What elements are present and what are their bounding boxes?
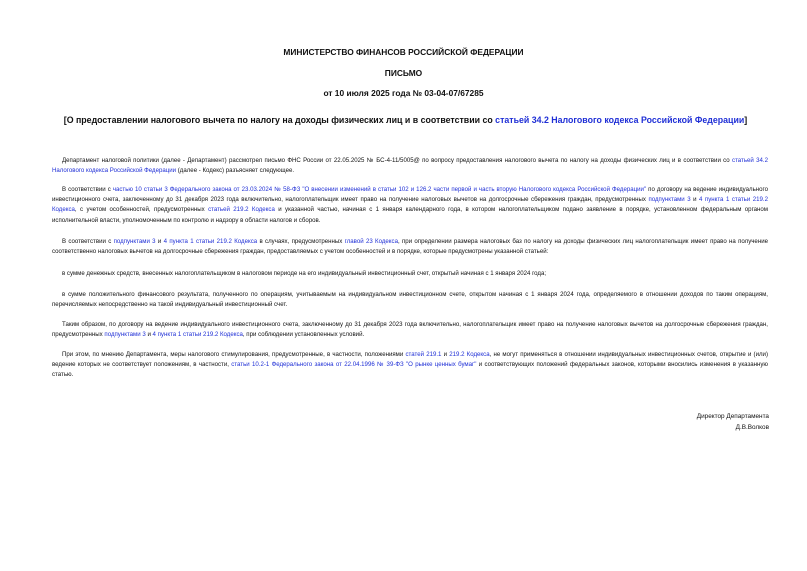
p2-link-federal-law-58[interactable]: частью 10 статьи 3 Федерального закона от 23.03.2024 № 58-ФЗ "О внесении изменений в статьи 102 и 126.2 части первой и часть вторую Налогового кодекса Российской Федерации": [112, 186, 647, 193]
p7-text-1: При этом, по мнению Департамента, меры налогового стимулирования, предусмотренные, в частности, положениями: [62, 351, 406, 358]
p2-text-2: по договору на ведение индивидуального инвестиционного счета, заключенному до 31 декабря 2023 года включительно, налогоплательщик имеет право на получение налоговых вычетов на долгосрочные сбережения граждан, предусмотренных: [52, 186, 769, 204]
p2-link-subparagraph-3[interactable]: подпунктами 3: [648, 196, 691, 204]
p1-text-1: Департамент налоговой политики (далее - Департамент) рассмотрел письмо ФНС России от 22.05.2025 № БС-4-11/5005@ по вопросу предоставления налогового вычета по налогу на доходы физических лиц и в соответствии со: [62, 157, 733, 164]
p3-link-article-219-2-p1[interactable]: 4 пункта 1 статьи 219.2 Кодекса: [163, 238, 258, 245]
p3-text-2: и: [155, 238, 164, 245]
p3-text-4: , при определении размера налоговых баз по налогу на доходы физических лиц налогоплательщик имеет право на получение соответственно налоговых вычетов на долгосрочные сбережения граждан, предоставляемых с учетом особенностей и в порядке, которые предусмотрены указанной статьей:: [52, 238, 768, 256]
p1-link-article-34-2[interactable]: статьей 34.2 Налогового кодекса Российской Федерации: [52, 157, 768, 175]
p6-text-1: Таким образом, по договору на ведение индивидуального инвестиционного счета, заключенному до 31 декабря 2023 года включительно, налогоплательщик имеет право на получение налоговых вычетов на долгосрочные сбережения граждан, предусмотренных: [52, 321, 768, 339]
paragraph-3: [52, 237, 768, 257]
p5-text-1: в сумме положительного финансового результата, полученного по операциям, учитываемым на индивидуальном инвестиционном счете, открытом начиная с 1 января 2024 года, определяемого в отношении доходов по таким операциям, перечисляемых непосредственно на такой индивидуальный инвестиционный счет.: [52, 291, 768, 309]
signature-name: Д.В.Волков: [735, 424, 769, 431]
p2-text-5: и указанной частью, начиная с 1 января календарного года, в котором налогоплательщиком подано заявление в порядке, установленном федеральным органом исполнительной власти, уполномоченным по контролю и надзору в области налогов и сборов.: [52, 206, 768, 224]
date-number-heading: от 10 июля 2025 года № 03-04-07/67285: [323, 88, 484, 98]
subject-close: ]: [744, 115, 748, 125]
paragraph-2: [52, 185, 768, 226]
signature-position: Директор Департамента: [696, 413, 769, 420]
p2-link-article-219-2-p1[interactable]: 4 пункта 1 статьи 219.2 Кодекса: [52, 196, 768, 214]
p2-text-3: и: [690, 196, 699, 204]
document-type-heading: ПИСЬМО: [384, 68, 423, 78]
paragraph-5: [52, 290, 768, 310]
p7-text-3: , не могут применяться в отношении индивидуальных инвестиционных счетов, открытие и (или) ведение которых не соответствует положениям, в частности,: [52, 351, 768, 369]
document-subject: [48, 115, 763, 125]
p7-text-4: и соответствующих положений федеральных законов, которыми вносились изменения в указанную статью.: [52, 361, 768, 379]
subject-text: [О предоставлении налогового вычета по налогу на доходы физических лиц и в соответствии со: [63, 115, 496, 125]
p1-text-2: (далее - Кодекс) разъясняет следующее.: [176, 167, 295, 175]
p6-link-article-219-2-p1[interactable]: 4 пункта 1 статьи 219.2 Кодекса: [152, 331, 243, 339]
paragraph-1: [52, 156, 768, 176]
p6-text-2: и: [145, 331, 153, 339]
paragraph-6: [52, 320, 768, 340]
p3-link-subparagraph-3[interactable]: подпунктами 3: [113, 238, 156, 245]
p6-link-subparagraph-3[interactable]: подпунктами 3: [104, 331, 146, 339]
p2-text-1: В соответствии с: [62, 186, 113, 193]
p3-link-chapter-23[interactable]: главой 23 Кодекса: [344, 238, 398, 245]
paragraph-7: [52, 350, 768, 381]
p3-text-3: в случаях, предусмотренных: [257, 238, 345, 245]
p7-text-2: и: [441, 351, 450, 358]
ministry-heading: МИНИСТЕРСТВО ФИНАНСОВ РОССИЙСКОЙ ФЕДЕРАЦИИ: [283, 47, 524, 57]
paragraph-4: [52, 269, 768, 279]
p7-link-article-219-1[interactable]: статей 219.1: [405, 351, 442, 358]
p2-link-article-219-2[interactable]: статьей 219.2 Кодекса: [208, 206, 275, 214]
subject-link-article-34-2[interactable]: статьей 34.2 Налогового кодекса Российской Федерации: [495, 115, 745, 125]
p7-link-article-219-2[interactable]: 219.2 Кодекса: [449, 351, 490, 358]
p6-text-3: , при соблюдении установленных условий.: [242, 331, 365, 339]
p2-text-4: , с учетом особенностей, предусмотренных: [74, 206, 209, 214]
p3-text-1: В соответствии с: [62, 238, 114, 245]
p7-link-federal-law-39[interactable]: статьи 10.2-1 Федерального закона от 22.04.1996 № 39-ФЗ "О рынке ценных бумаг": [231, 361, 477, 369]
p4-text-1: в сумме денежных средств, внесенных налогоплательщиком в налоговом периоде на его индивидуальный инвестиционный счет, открытый начиная с 1 января 2024 года;: [62, 270, 547, 277]
